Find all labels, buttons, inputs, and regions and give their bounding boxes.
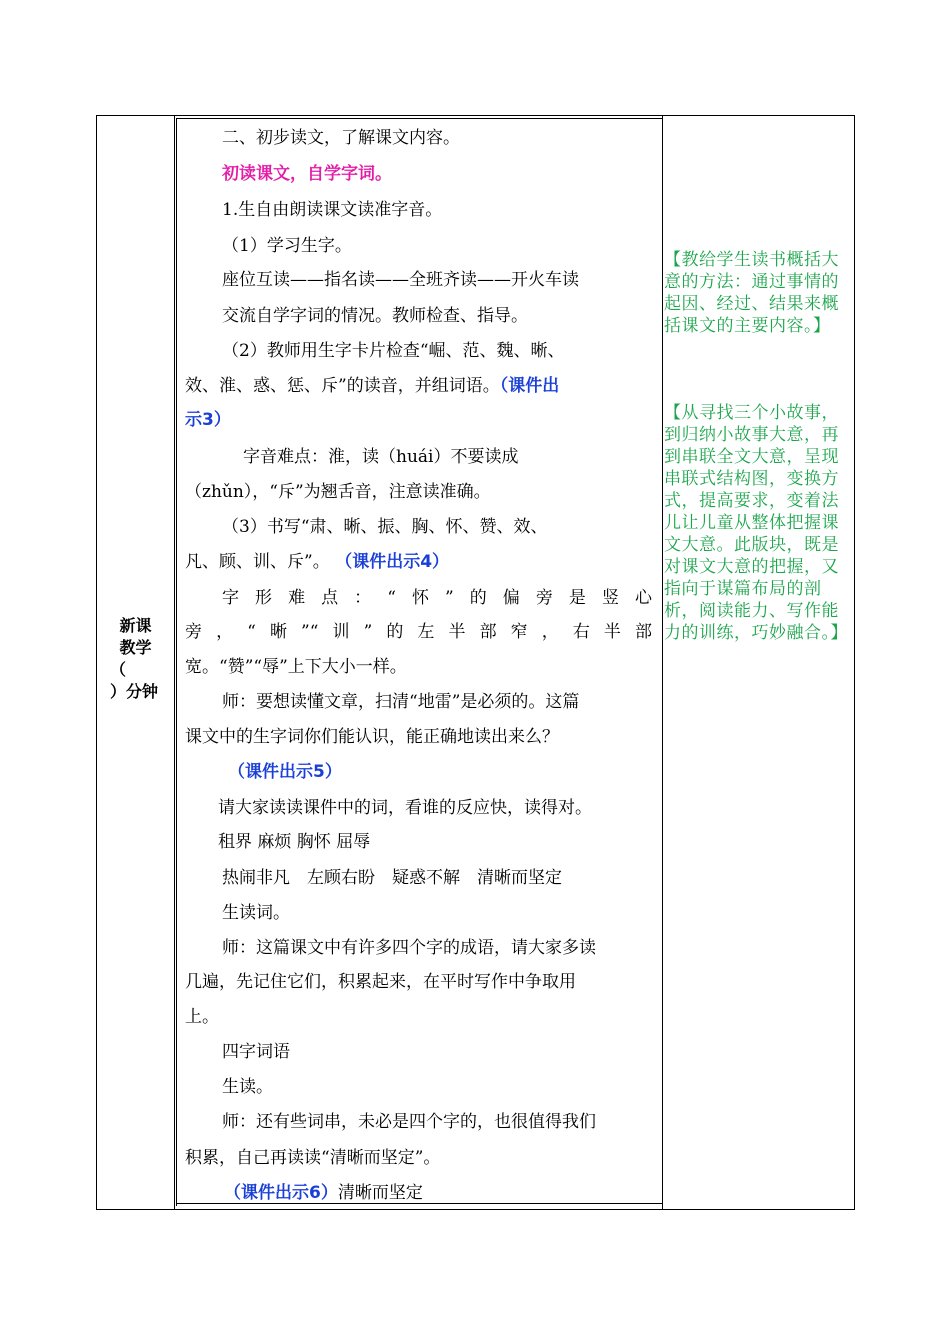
text-line: 1.生自由朗读课文读准字音。: [222, 200, 443, 220]
text-line: 师：要想读懂文章，扫清“地雷”是必须的。这篇: [222, 692, 580, 712]
courseware-ref: （课件出示4）: [343, 552, 450, 572]
text-line: （zhǔn），“斥”为翘舌音，注意读准确。: [185, 482, 491, 502]
inner-cell-top-border: [176, 118, 662, 119]
text-line: 座位互读——指名读——全班齐读——开火车读: [222, 270, 579, 290]
text-line: 旁，“晰”“训”的左半部窄，右半部: [185, 622, 652, 642]
text-line: 生读。: [222, 1077, 273, 1097]
subheading: 初读课文，自学字词。: [222, 164, 392, 184]
text-line: 宽。“赞”“辱”上下大小一样。: [185, 657, 407, 677]
courseware-ref: （课件出: [499, 376, 560, 396]
text-line: 几遍，先记住它们，积累起来，在平时写作中争取用: [185, 972, 576, 992]
courseware-ref: （课件出示5）: [228, 762, 342, 782]
text-line: 积累，自己再读读“清晰而坚定”。: [185, 1148, 441, 1168]
teaching-note-1: 【教给学生读书概括大意的方法：通过事情的起因、经过、结果来概括课文的主要内容。】: [664, 250, 839, 336]
section-label: [98, 615, 173, 703]
column-divider-left: [174, 115, 175, 1210]
text-line: 师：这篇课文中有许多四个字的成语，请大家多读: [222, 938, 596, 958]
teaching-note-2: 【从寻找三个小故事，到归纳小故事大意，再到串联全文大意，呈现串联式结构图，变换方式，提高要求，变着法儿让儿童从整体把握课文大意。此版块，既是对课文大意的把握，又指向于谋篇布局的剖析，阅读能力、写作能力的训练，巧妙融合。】: [664, 403, 848, 643]
text-span: 清晰而坚定: [337, 1183, 423, 1203]
text-line: （3）书写“肃、晰、振、胸、怀、赞、效、: [222, 517, 548, 537]
text-line: 字形难点：“怀”的偏旁是竖心: [222, 588, 652, 608]
text-line: 生读词。: [222, 903, 290, 923]
text-line: [224, 1181, 423, 1205]
text-span: 效、淮、惑、惩、斥”的读音，并组词语。: [185, 376, 500, 396]
text-line: 上。: [185, 1007, 219, 1027]
inner-cell-left-border: [176, 118, 177, 1206]
text-line: （2）教师用生字卡片检查“崛、范、魏、晰、: [222, 341, 565, 361]
text-line: 四字词语: [222, 1042, 290, 1062]
section-label-line: 教学: [119, 638, 152, 657]
text-line: 师：还有些词串，未必是四个字的，也很值得我们: [222, 1112, 596, 1132]
section-label-line: ）分钟: [110, 682, 159, 701]
column-divider-right: [662, 115, 663, 1210]
section-label-line: 新课: [119, 616, 152, 635]
text-line: 请大家读读课件中的词，看谁的反应快，读得对。: [218, 798, 592, 818]
text-line: 二、初步读文，了解课文内容。: [222, 128, 460, 148]
section-label-line: （: [110, 660, 127, 679]
text-line: （1）学习生字。: [222, 236, 352, 256]
text-line: 字音难点：淮，读（huái）不要读成: [243, 447, 519, 467]
courseware-ref: 示3）: [185, 410, 231, 430]
text-line: 交流自学字词的情况。教师检查、指导。: [222, 306, 528, 326]
text-span: 凡、顾、训、斥”。: [185, 552, 330, 572]
text-line: 热闹非凡 左顾右盼 疑惑不解 清晰而坚定: [222, 868, 562, 888]
text-line: 租界 麻烦 胸怀 屈辱: [218, 832, 371, 852]
courseware-ref: （课件出示6）: [224, 1183, 338, 1203]
text-line: 课文中的生字词你们能认识，能正确地读出来么？: [185, 727, 559, 747]
text-line: [185, 550, 449, 574]
text-line: [185, 374, 559, 398]
